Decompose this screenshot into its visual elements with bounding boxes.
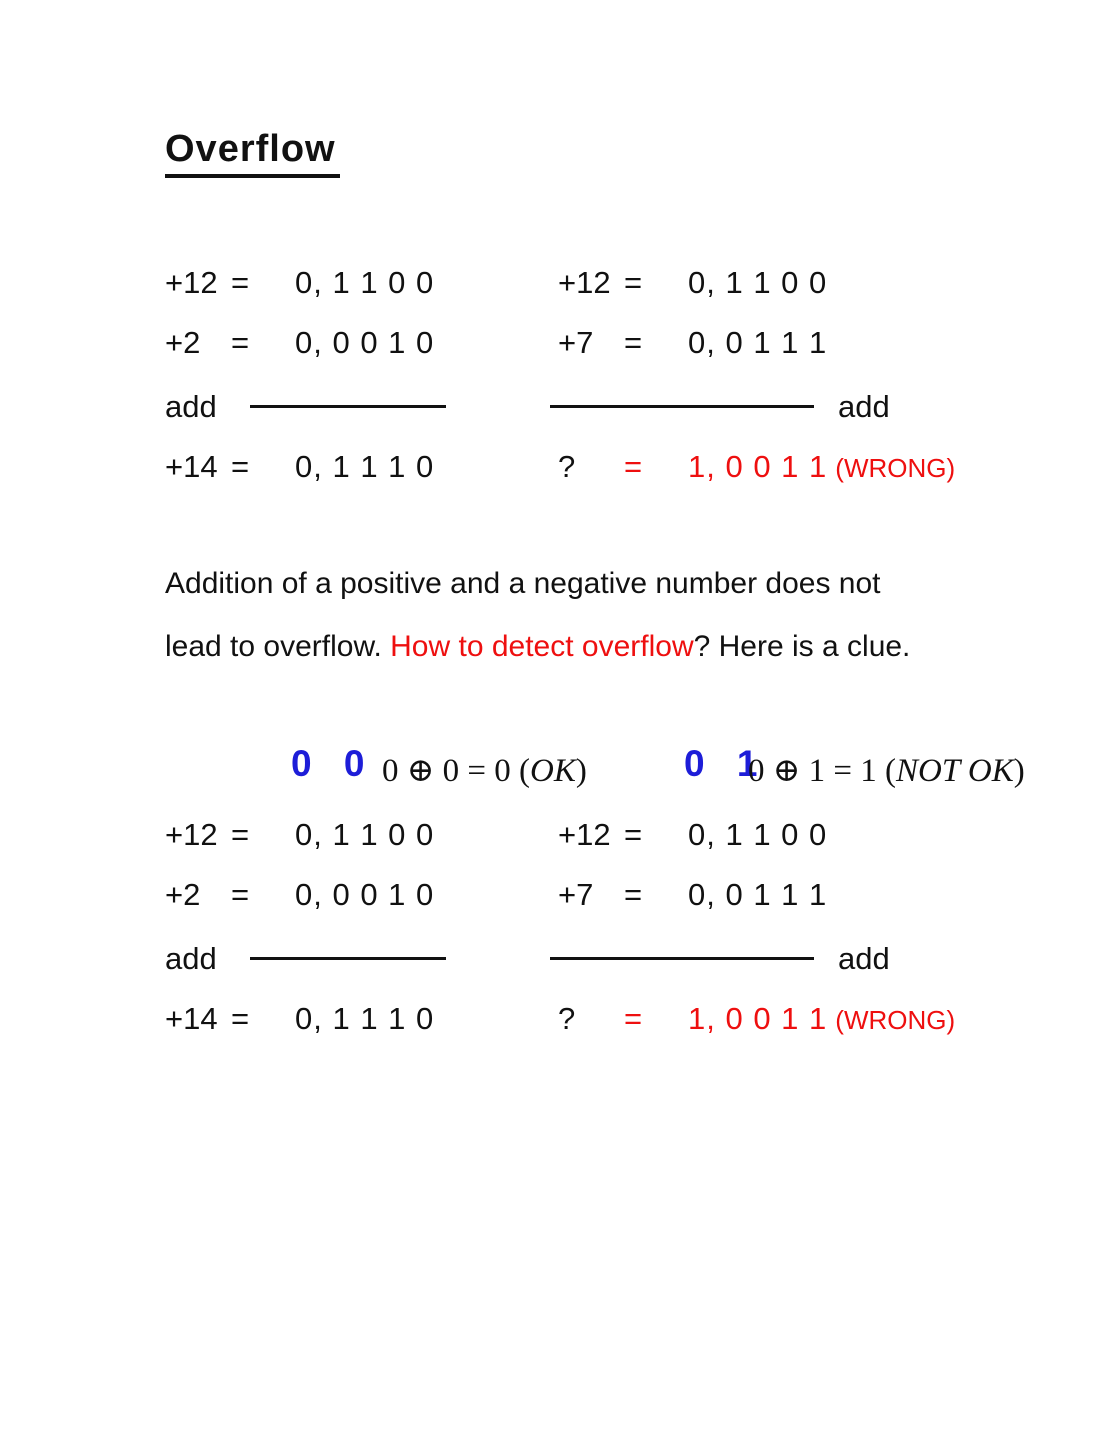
sum-line: [550, 405, 814, 408]
xor-formula-verdict: OK: [530, 753, 576, 789]
operand-row: [165, 263, 434, 303]
operand-row: [558, 875, 827, 915]
operand-label: +7: [558, 877, 594, 912]
operand-label: +2: [165, 325, 201, 360]
binary-value: 0, 1 1 0 0: [295, 265, 435, 300]
operand-row: [558, 323, 827, 363]
operand-row: [165, 875, 434, 915]
sign-bits-right: 0 1: [684, 743, 760, 784]
binary-value: 0, 0 1 1 1: [688, 877, 828, 912]
operand-row: [165, 815, 434, 855]
equals-sign: =: [624, 817, 643, 852]
binary-value: 0, 1 1 1 0: [295, 449, 435, 484]
equals-sign: =: [231, 817, 250, 852]
result-row: [165, 999, 434, 1039]
sum-line: [250, 957, 446, 960]
equals-sign: =: [624, 265, 643, 300]
result-label: +14: [165, 449, 218, 484]
paragraph-line1: Addition of a positive and a negative number does not: [165, 567, 881, 600]
add-label: add: [165, 389, 217, 424]
addition-example-bottom: [165, 815, 1025, 1045]
binary-value: 0, 0 0 1 0: [295, 877, 435, 912]
xor-formula-close: ): [575, 753, 587, 789]
operand-label: +12: [165, 265, 218, 300]
xor-formula-close: ): [1013, 753, 1025, 789]
explanation-paragraph: [165, 552, 910, 678]
equals-sign: =: [231, 1001, 250, 1036]
paragraph-line2-end: ? Here is a clue.: [693, 630, 911, 663]
equals-sign: =: [231, 449, 250, 484]
result-row: [165, 447, 434, 487]
xor-formula-expression: 0 ⊕ 1 = 1 (: [748, 753, 897, 789]
sum-line: [250, 405, 446, 408]
binary-value: 0, 1 1 0 0: [688, 817, 828, 852]
xor-formula-verdict: NOT OK: [896, 753, 1014, 789]
xor-formula-expression: 0 ⊕ 0 = 0 (: [382, 753, 531, 789]
add-label: add: [165, 941, 217, 976]
equals-sign: =: [624, 325, 643, 360]
equals-sign: =: [231, 325, 250, 360]
binary-value: 0, 1 1 1 0: [295, 1001, 435, 1036]
equals-sign: =: [231, 265, 250, 300]
binary-value: 1, 0 0 1 1: [688, 449, 828, 484]
result-label: ?: [558, 449, 576, 484]
sum-line: [550, 957, 814, 960]
wrong-note: (WRONG): [835, 453, 956, 483]
operand-label: +7: [558, 325, 594, 360]
result-label: ?: [558, 1001, 576, 1036]
binary-value: 0, 1 1 0 0: [688, 265, 828, 300]
binary-value: 1, 0 0 1 1: [688, 1001, 828, 1036]
operand-row: [558, 815, 827, 855]
operand-row: [558, 263, 827, 303]
xor-formula-left: [382, 750, 587, 790]
equals-sign: =: [624, 877, 643, 912]
binary-value: 0, 0 0 1 0: [295, 325, 435, 360]
operand-label: +12: [165, 817, 218, 852]
paragraph-line2-start: lead to overflow.: [165, 630, 391, 663]
result-label: +14: [165, 1001, 218, 1036]
addition-example-top: [165, 263, 1025, 493]
equals-sign: =: [624, 1001, 643, 1036]
xor-formula-right: [748, 750, 1025, 790]
equals-sign: =: [231, 877, 250, 912]
result-row: [558, 999, 955, 1040]
operand-label: +2: [165, 877, 201, 912]
operand-row: [165, 323, 434, 363]
result-row: [558, 447, 955, 488]
sign-bits-left: 0 0: [291, 743, 367, 784]
wrong-note: (WRONG): [835, 1005, 956, 1035]
binary-value: 0, 0 1 1 1: [688, 325, 828, 360]
operand-label: +12: [558, 817, 611, 852]
page-title: Overflow: [165, 128, 340, 178]
binary-value: 0, 1 1 0 0: [295, 817, 435, 852]
add-label: add: [838, 389, 890, 424]
equals-sign: =: [624, 449, 643, 484]
overflow-question-highlight: How to detect overflow: [390, 630, 694, 663]
operand-label: +12: [558, 265, 611, 300]
add-label: add: [838, 941, 890, 976]
